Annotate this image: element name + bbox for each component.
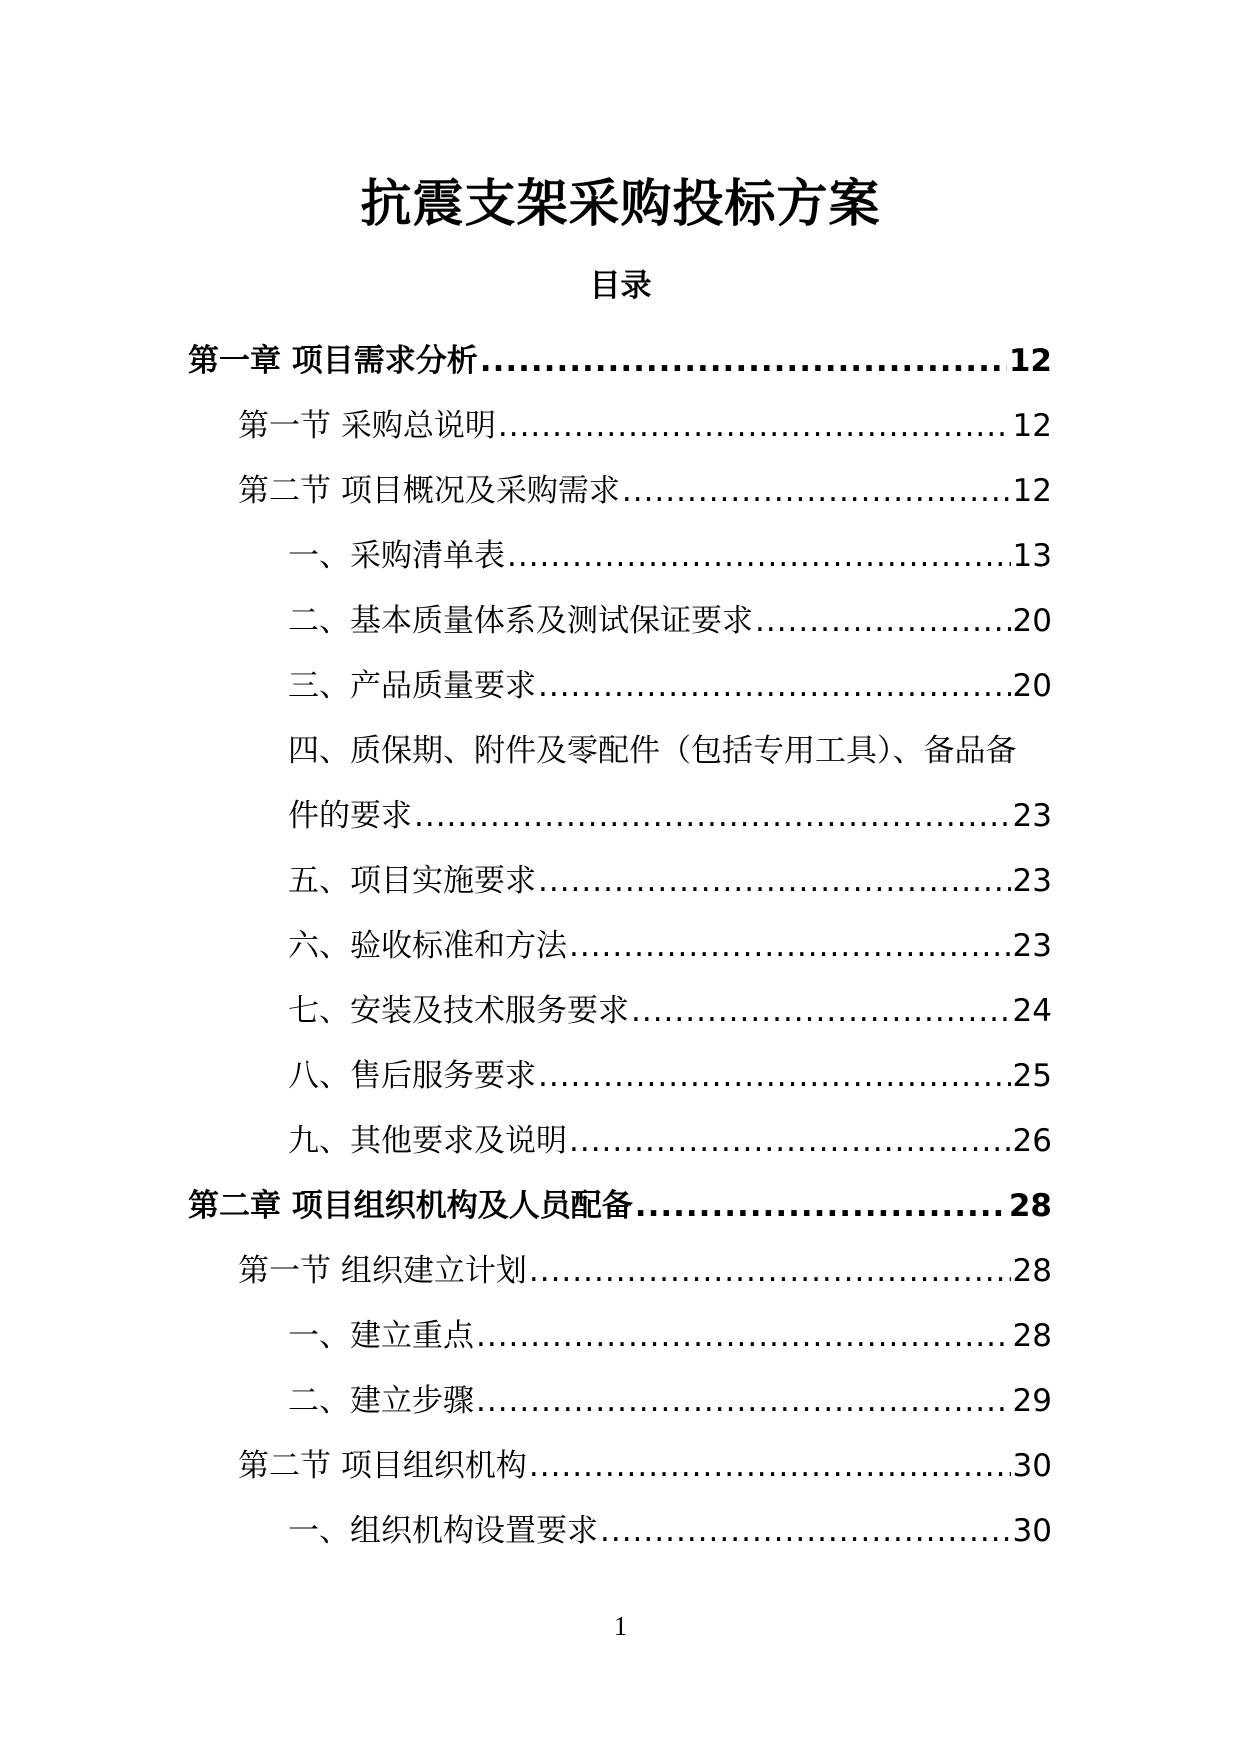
toc-entry-page: 28 xyxy=(1008,1188,1052,1224)
toc-entry-page: 12 xyxy=(1012,408,1052,444)
toc-entry-label: 一、组织机构设置要求 xyxy=(288,1513,598,1549)
toc-entry-subsection[interactable] xyxy=(188,520,1052,585)
toc-entry-label: 二、基本质量体系及测试保证要求 xyxy=(288,603,753,639)
toc-entry-section[interactable] xyxy=(188,455,1052,520)
toc-entry-page: 24 xyxy=(1012,993,1052,1029)
toc-dot-leader xyxy=(414,795,1011,837)
toc-entry-subsection[interactable] xyxy=(188,1300,1052,1365)
toc-entry-subsection[interactable] xyxy=(188,1040,1052,1105)
table-of-contents xyxy=(188,325,1052,1560)
toc-entry-label: 四、质保期、附件及零配件（包括专用工具）、备品备 xyxy=(288,733,1017,769)
toc-entry-page: 20 xyxy=(1012,668,1052,704)
toc-dot-leader xyxy=(476,1380,1011,1422)
toc-entry-page: 26 xyxy=(1012,1123,1052,1159)
toc-dot-leader xyxy=(755,600,1011,642)
toc-dot-leader xyxy=(476,1315,1011,1357)
toc-entry-label: 一、采购清单表 xyxy=(288,538,505,574)
toc-dot-leader xyxy=(569,1120,1011,1162)
toc-entry-label: 第一节 采购总说明 xyxy=(238,408,496,444)
toc-dot-leader xyxy=(538,665,1011,707)
toc-entry-label: 第二节 项目概况及采购需求 xyxy=(238,473,620,509)
toc-entry-page: 29 xyxy=(1012,1383,1052,1419)
toc-dot-leader xyxy=(635,1185,1007,1227)
toc-entry-page: 20 xyxy=(1012,603,1052,639)
toc-dot-leader xyxy=(529,1250,1011,1292)
page-number: 1 xyxy=(613,1611,628,1641)
toc-entry-label: 五、项目实施要求 xyxy=(288,863,536,899)
toc-entry-label: 七、安装及技术服务要求 xyxy=(288,993,629,1029)
toc-entry-chapter-2[interactable] xyxy=(188,1170,1052,1235)
toc-entry-label: 第一章 项目需求分析 xyxy=(188,343,478,379)
toc-entry-subsection[interactable] xyxy=(188,650,1052,715)
toc-dot-leader xyxy=(600,1510,1011,1552)
toc-entry-page: 28 xyxy=(1012,1318,1052,1354)
toc-entry-subsection[interactable] xyxy=(188,975,1052,1040)
toc-entry-page: 12 xyxy=(1008,343,1052,379)
toc-entry-section[interactable] xyxy=(188,390,1052,455)
toc-entry-page: 28 xyxy=(1012,1253,1052,1289)
toc-entry-page: 30 xyxy=(1012,1513,1052,1549)
toc-dot-leader xyxy=(631,990,1011,1032)
toc-dot-leader xyxy=(480,340,1007,382)
document-title: 抗震支架采购投标方案 xyxy=(360,175,881,234)
toc-entry-page: 30 xyxy=(1012,1448,1052,1484)
toc-entry-label: 第二章 项目组织机构及人员配备 xyxy=(188,1188,633,1224)
toc-entry-chapter-1[interactable] xyxy=(188,325,1052,390)
toc-entry-subsection[interactable] xyxy=(188,1105,1052,1170)
toc-entry-page: 12 xyxy=(1012,473,1052,509)
toc-dot-leader xyxy=(498,405,1011,447)
toc-entry-label: 件的要求 xyxy=(288,798,412,834)
toc-entry-label: 二、建立步骤 xyxy=(288,1383,474,1419)
toc-dot-leader xyxy=(507,535,1011,577)
toc-dot-leader xyxy=(538,1055,1011,1097)
toc-entry-subsection-line2[interactable] xyxy=(188,780,1052,845)
toc-heading: 目录 xyxy=(589,268,652,304)
toc-entry-label: 九、其他要求及说明 xyxy=(288,1123,567,1159)
toc-dot-leader xyxy=(529,1445,1011,1487)
toc-entry-page: 23 xyxy=(1012,863,1052,899)
toc-entry-page: 23 xyxy=(1012,928,1052,964)
toc-entry-subsection[interactable] xyxy=(188,845,1052,910)
toc-entry-section[interactable] xyxy=(188,1235,1052,1300)
toc-entry-subsection[interactable] xyxy=(188,1365,1052,1430)
toc-entry-label: 第二节 项目组织机构 xyxy=(238,1448,527,1484)
toc-entry-label: 三、产品质量要求 xyxy=(288,668,536,704)
toc-entry-label: 一、建立重点 xyxy=(288,1318,474,1354)
toc-entry-page: 13 xyxy=(1012,538,1052,574)
toc-entry-subsection[interactable] xyxy=(188,1495,1052,1560)
toc-entry-label: 六、验收标准和方法 xyxy=(288,928,567,964)
toc-entry-section[interactable] xyxy=(188,1430,1052,1495)
toc-dot-leader xyxy=(569,925,1011,967)
toc-entry-label: 八、售后服务要求 xyxy=(288,1058,536,1094)
toc-dot-leader xyxy=(538,860,1011,902)
toc-entry-subsection[interactable] xyxy=(188,585,1052,650)
toc-entry-subsection-line1[interactable] xyxy=(188,715,1052,780)
toc-entry-label: 第一节 组织建立计划 xyxy=(238,1253,527,1289)
toc-entry-subsection[interactable] xyxy=(188,910,1052,975)
toc-entry-page: 25 xyxy=(1012,1058,1052,1094)
toc-entry-page: 23 xyxy=(1012,798,1052,834)
toc-dot-leader xyxy=(622,470,1011,512)
